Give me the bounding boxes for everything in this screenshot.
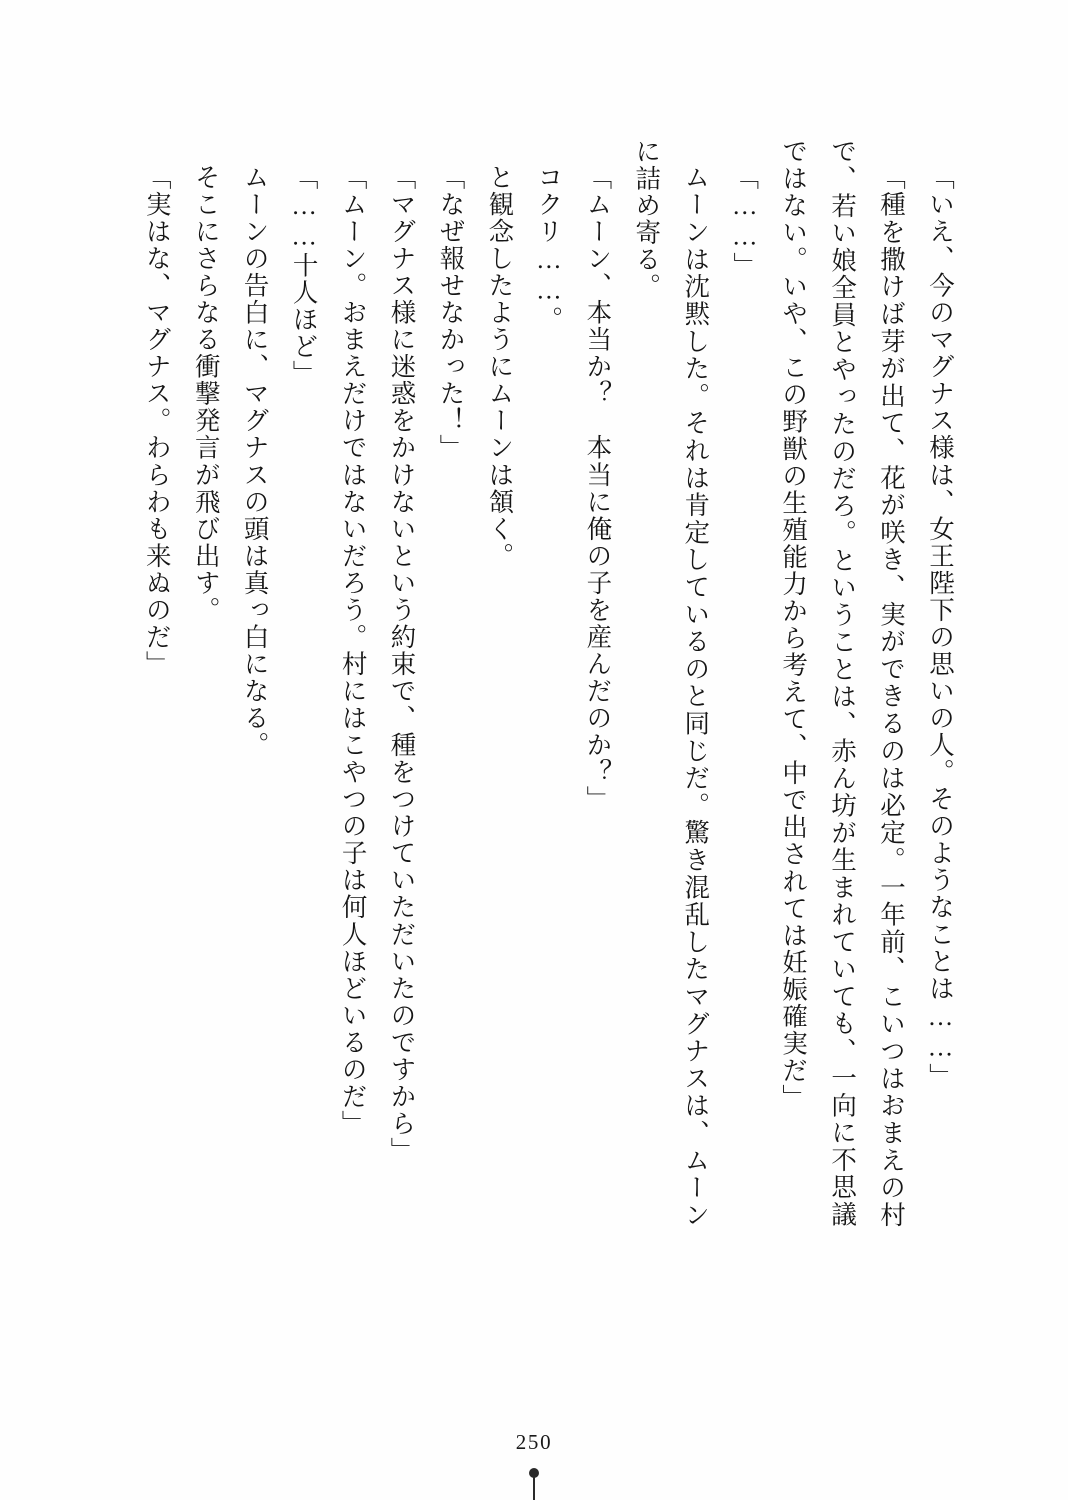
- paragraph: ムーンは沈黙した。それは肯定しているのと同じだ。驚き混乱したマグナスは、ムーンに詰め寄る。: [632, 138, 711, 1228]
- paragraph: 「いえ、今のマグナス様は、女王陛下の思いの人。そのようなことは……」: [926, 163, 955, 1090]
- body-text-vertical: [144, 138, 964, 1228]
- paragraph: 「ムーン、本当か？ 本当に俺の子を産んだのか？」: [583, 163, 613, 813]
- paragraph: 「なぜ報せなかった！」: [436, 163, 466, 461]
- page-number: 250: [515, 1430, 553, 1454]
- paragraph: ムーンの告白に、マグナスの頭は真っ白になる。: [240, 163, 270, 759]
- paragraph: と観念したようにムーンは頷く。: [485, 163, 515, 569]
- paragraph: 「実はな、マグナス。わらわも来ぬのだ」: [142, 163, 172, 678]
- footer-ornament-icon: [529, 1468, 539, 1500]
- paragraph: 「ムーン。おまえだけではないだろう。村にはこやつの子は何人ほどいるのだ」: [338, 163, 368, 1137]
- paragraph: 「種を撒けば芽が出て、花が咲き、実ができるのは必定。一年前、こいつはおまえの村で、若い娘全員とやったのだろ。ということは、赤ん坊が生まれていても、一向に不思議ではない。いや、この野獣の生殖能力から考えて、中で出されては妊娠確実だ」: [779, 138, 907, 1228]
- paragraph: コクリ……。: [534, 163, 564, 333]
- paragraph: そこにさらなる衝撃発言が飛び出す。: [191, 163, 221, 624]
- paragraph: 「マグナス様に迷惑をかけないという約束で、種をつけていただいたのですから」: [387, 163, 417, 1164]
- paragraph: 「……十人ほど」: [289, 163, 319, 387]
- paragraph: 「……」: [730, 163, 760, 279]
